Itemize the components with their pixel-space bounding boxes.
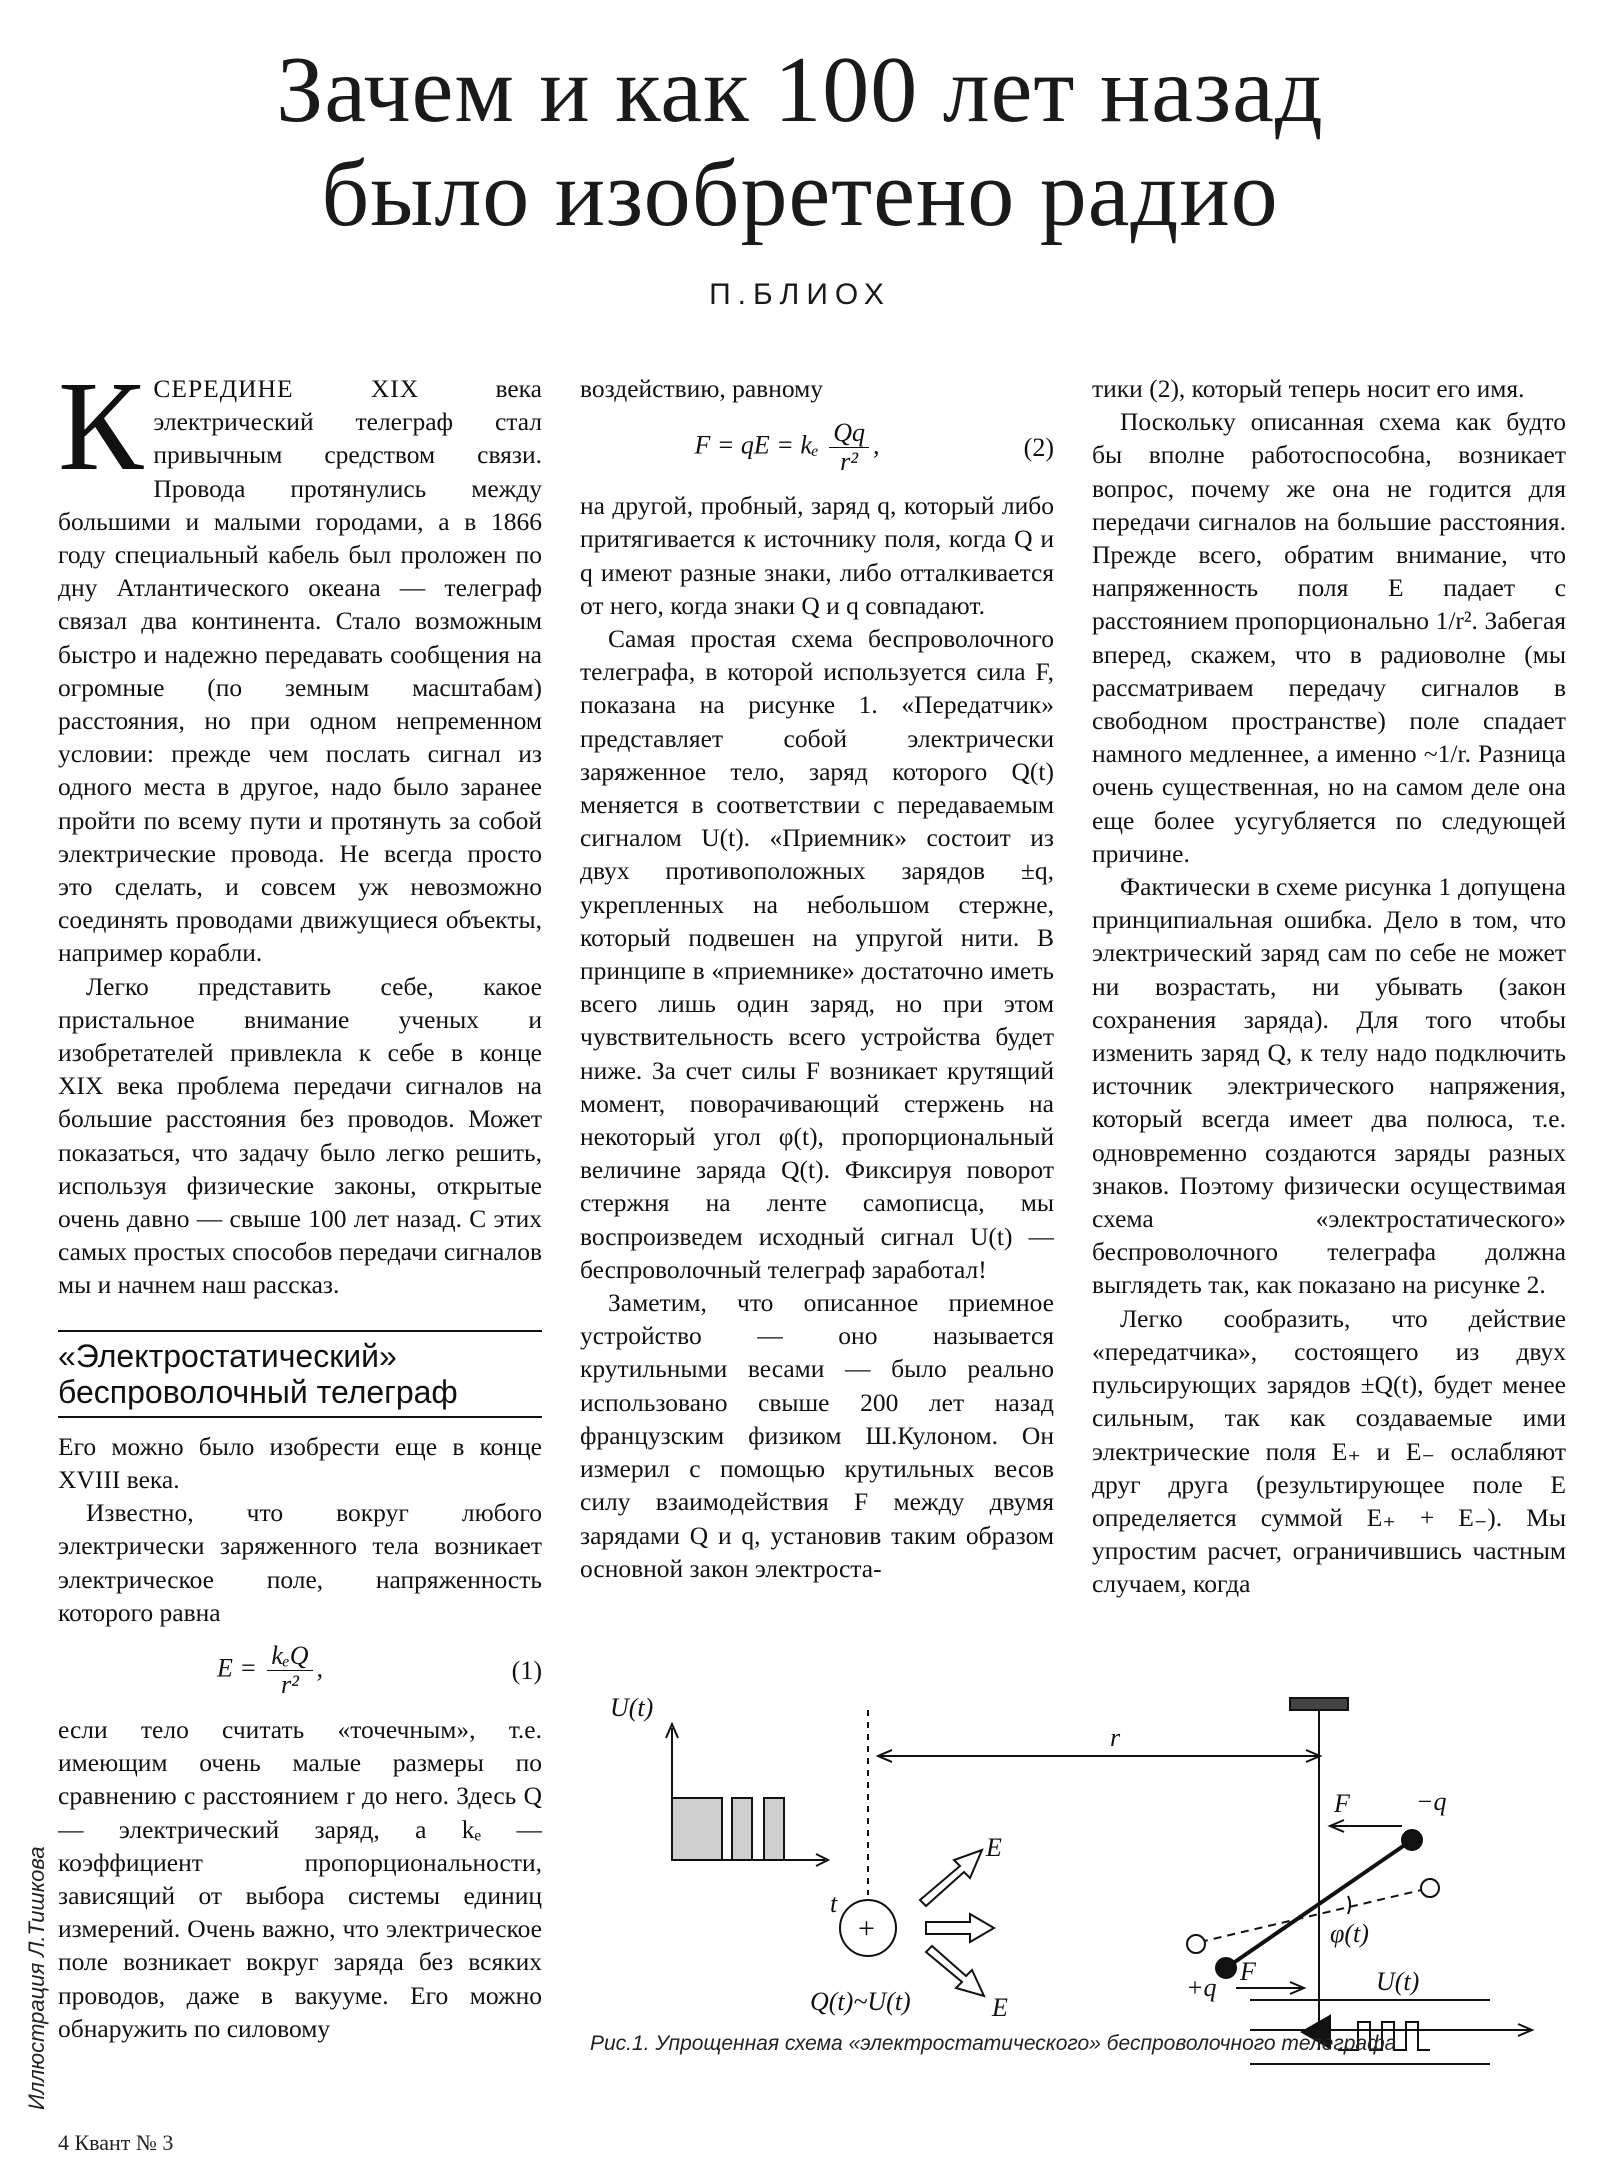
- fraction: [267, 1642, 312, 1699]
- figure-1-diagram: [590, 1690, 1550, 2070]
- charge-plus-q: [1216, 1958, 1236, 1978]
- paragraph: Поскольку описанная схема как будто бы вполне работоспособна, возникает вопрос, почему же она не годится для передачи сигналов на большие расстояния. Прежде всего, обратим внимание, что напряженность поля E падает с расстоянием пропорционально 1/r². Забегая вперед, скажем, что в радиоволне (мы рассматриваем передачу сигналов в свободном пространстве) поле спадает намного медленнее, а именно ~1/r. Разница очень существенная, но на самом деле она еще более усугубляется по следующей причине.: [1092, 407, 1566, 868]
- recorded-u-label: U(t): [1376, 1967, 1420, 1996]
- figure-caption: Рис.1. Упрощенная схема «электростатического» беспроволочного телеграфа: [590, 2032, 1397, 2055]
- drop-cap: К: [58, 355, 144, 497]
- article-title: [0, 38, 1600, 246]
- illustration-credit: [18, 1780, 50, 2110]
- signal-pulse: [672, 1798, 722, 1860]
- signal-t-label: t: [830, 1889, 838, 1918]
- title-line-2: было изобретено радио: [321, 142, 1279, 246]
- rest-charge-right: [1421, 1879, 1439, 1897]
- paragraph: Известно, что вокруг любого электрически заряженного тела возникает электрическое поле, напряженность которого равна: [58, 1498, 542, 1627]
- charge-minus-q-label: −q: [1416, 1787, 1447, 1816]
- signal-pulse: [764, 1798, 784, 1860]
- paragraph: [58, 355, 542, 970]
- formula-expression: [58, 1642, 482, 1699]
- title-line-1: Зачем и как 100 лет назад: [276, 38, 1324, 142]
- charge-relation-label: Q(t)~U(t): [810, 1987, 911, 2016]
- illustration-credit-text: Иллюстрация Л.Тишкова: [24, 1846, 49, 2110]
- paragraph: Его можно было изобрести еще в конце XVIII века.: [58, 1431, 542, 1494]
- rest-charge-left: [1187, 1935, 1205, 1953]
- formula-tail: ,: [873, 430, 880, 460]
- paragraph: Легко представить себе, какое пристальное внимание ученых и изобретателей привлекла к себе в конце XIX века проблема передачи сигналов на большие расстояния без проводов. Может показаться, что задачу было легко решить, используя физические законы, открытые очень давно — свыше 100 лет назад. С этих самых простых способов передачи сигналов мы и начнем наш рассказ.: [58, 971, 542, 1300]
- denominator: r²: [840, 446, 859, 476]
- force-f-label-top: F: [1334, 1789, 1350, 1818]
- section-heading: «Электростатический» беспроволочный телеграф: [58, 1330, 542, 1418]
- formula-number: (1): [511, 1656, 542, 1686]
- numerator: Qq: [829, 419, 869, 448]
- formula-lhs: E =: [216, 1653, 257, 1683]
- paragraph: Самая простая схема беспроволочного телеграфа, в которой используется сила F, показана на рисунке 1. «Передатчик» представляет собой электрически заряженное тело, заряд которого Q(t) меняется в соответствии с передаваемым сигналом U(t). «Приемник» состоит из двух противоположных зарядов ±q, укрепленных на небольшом стержне, который подвешен на упругой нити. В принципе в «приемнике» достаточно иметь всего лишь один заряд, но при этом чувствительность всего устройства будет ниже. За счет силы F возникает крутящий момент, поворачивающий стержень на некоторый угол φ(t), пропорциональный величине заряда Q(t). Фиксируя поворот стержня на ленте самописца, мы воспроизведем исходный сигнал U(t) — беспроволочный телеграф заработал!: [580, 624, 1054, 1284]
- formula-tail: ,: [316, 1653, 324, 1683]
- paragraph: воздействию, равному: [580, 374, 824, 403]
- formula-2: [580, 411, 1054, 483]
- signal-pulse: [732, 1798, 752, 1860]
- rest-position-dashed: [1200, 1888, 1430, 1942]
- paragraph: тики (2), который теперь носит его имя.: [1092, 374, 1525, 403]
- field-arrow-up: [920, 1850, 982, 1906]
- field-arrow-right: [926, 1914, 994, 1942]
- suspension-ceiling: [1290, 1698, 1348, 1710]
- paragraph: Легко сообразить, что действие «передатчика», состоящего из двух пульсирующих зарядов ±Q(t), будет менее сильным, так как создаваемые ими электрические поля E₊ и E₋ ослабляют друг друга (результирующее поле E определяется суммой E₊ + E₋). Мы упростим расчет, ограничившись частным случаем, когда: [1092, 1303, 1566, 1599]
- text-column-1: [58, 355, 542, 2045]
- paragraph-text: века электрический телеграф стал привычным средством связи. Провода протянулись между большими и малыми городами, а в 1866 году специальный кабель был проложен по дну Атлантического океана — телеграф связал два континента. Стало возможным быстро и надежно передавать сообщения на огромные (по земным масштабам) расстояния, но при одном непременном условии: прежде чем послать сигнал из одного места в другое, надо было заранее пройти по всему пути и протянуть за собой электрические провода. Не всегда просто это сделать, и совсем уж невозможно соединять проводами движущиеся объекты, например корабли.: [58, 374, 542, 968]
- field-arrow-down: [926, 1946, 984, 1996]
- numerator: kₑQ: [267, 1642, 312, 1671]
- distance-r-label: r: [1110, 1723, 1121, 1752]
- formula-number: (2): [1023, 432, 1054, 462]
- formula-1: [58, 1635, 542, 1707]
- fraction: [829, 419, 869, 476]
- angle-phi-label: φ(t): [1330, 1919, 1369, 1948]
- lead-caps: СЕРЕДИНЕ XIX: [153, 374, 420, 403]
- charge-plus-q-label: +q: [1186, 1973, 1217, 2002]
- field-e-label-top: E: [986, 1833, 1002, 1862]
- force-f-label-bottom: F: [1240, 1957, 1256, 1986]
- formula-expression: [580, 419, 994, 476]
- author-name: П.БЛИОХ: [709, 278, 891, 311]
- formula-lhs: F = qE = kₑ: [694, 430, 819, 460]
- angle-arc: [1348, 1896, 1350, 1914]
- text-column-3: [1092, 372, 1566, 1601]
- denominator: r²: [281, 1670, 299, 1700]
- paragraph: если тело считать «точечным», т.е. имеющим очень малые размеры по сравнению с расстоянием r до него. Здесь Q — электрический заряд, а kₑ — коэффициент пропорциональности, зависящий от выбора системы единиц измерений. Очень важно, что электрическое поле возникает вокруг заряда без всяких проводов, даже в вакууме. Его можно обнаружить по силовому: [58, 1714, 542, 2043]
- paragraph: на другой, пробный, заряд q, который либо притягивается к источнику поля, когда Q и q имеют разные знаки, либо отталкивается от него, когда знаки Q и q совпадают.: [580, 491, 1054, 620]
- signal-u-label: U(t): [610, 1693, 654, 1722]
- transmitter-plus: +: [858, 1912, 875, 1945]
- paragraph: Фактически в схеме рисунка 1 допущена принципиальная ошибка. Дело в том, что электрический заряд сам по себе не может ни возрастать, ни убывать (закон сохранения заряда). Для того чтобы изменить заряд Q, к телу надо подключить источник электрического напряжения, который всегда имеет два полюса, т.е. одновременно создаются заряды разных знаков. Поэтому физически осуществимая схема «электростатического» беспроволочного телеграфа должна выглядеть так, как показано на рисунке 2.: [1092, 872, 1566, 1300]
- field-e-label-bottom: E: [992, 1993, 1008, 2022]
- paragraph: Заметим, что описанное приемное устройство — оно называется крутильными весами — было реально использовано свыше 200 лет назад французским физиком Ш.Кулоном. Он измерил с помощью крутильных весов силу взаимодействия F между двумя зарядами Q и q, установив таким образом основной закон электроста-: [580, 1288, 1054, 1583]
- charge-minus-q: [1402, 1830, 1422, 1850]
- page-footer: 4 Квант № 3: [58, 2130, 174, 2155]
- text-column-2: [580, 372, 1054, 1585]
